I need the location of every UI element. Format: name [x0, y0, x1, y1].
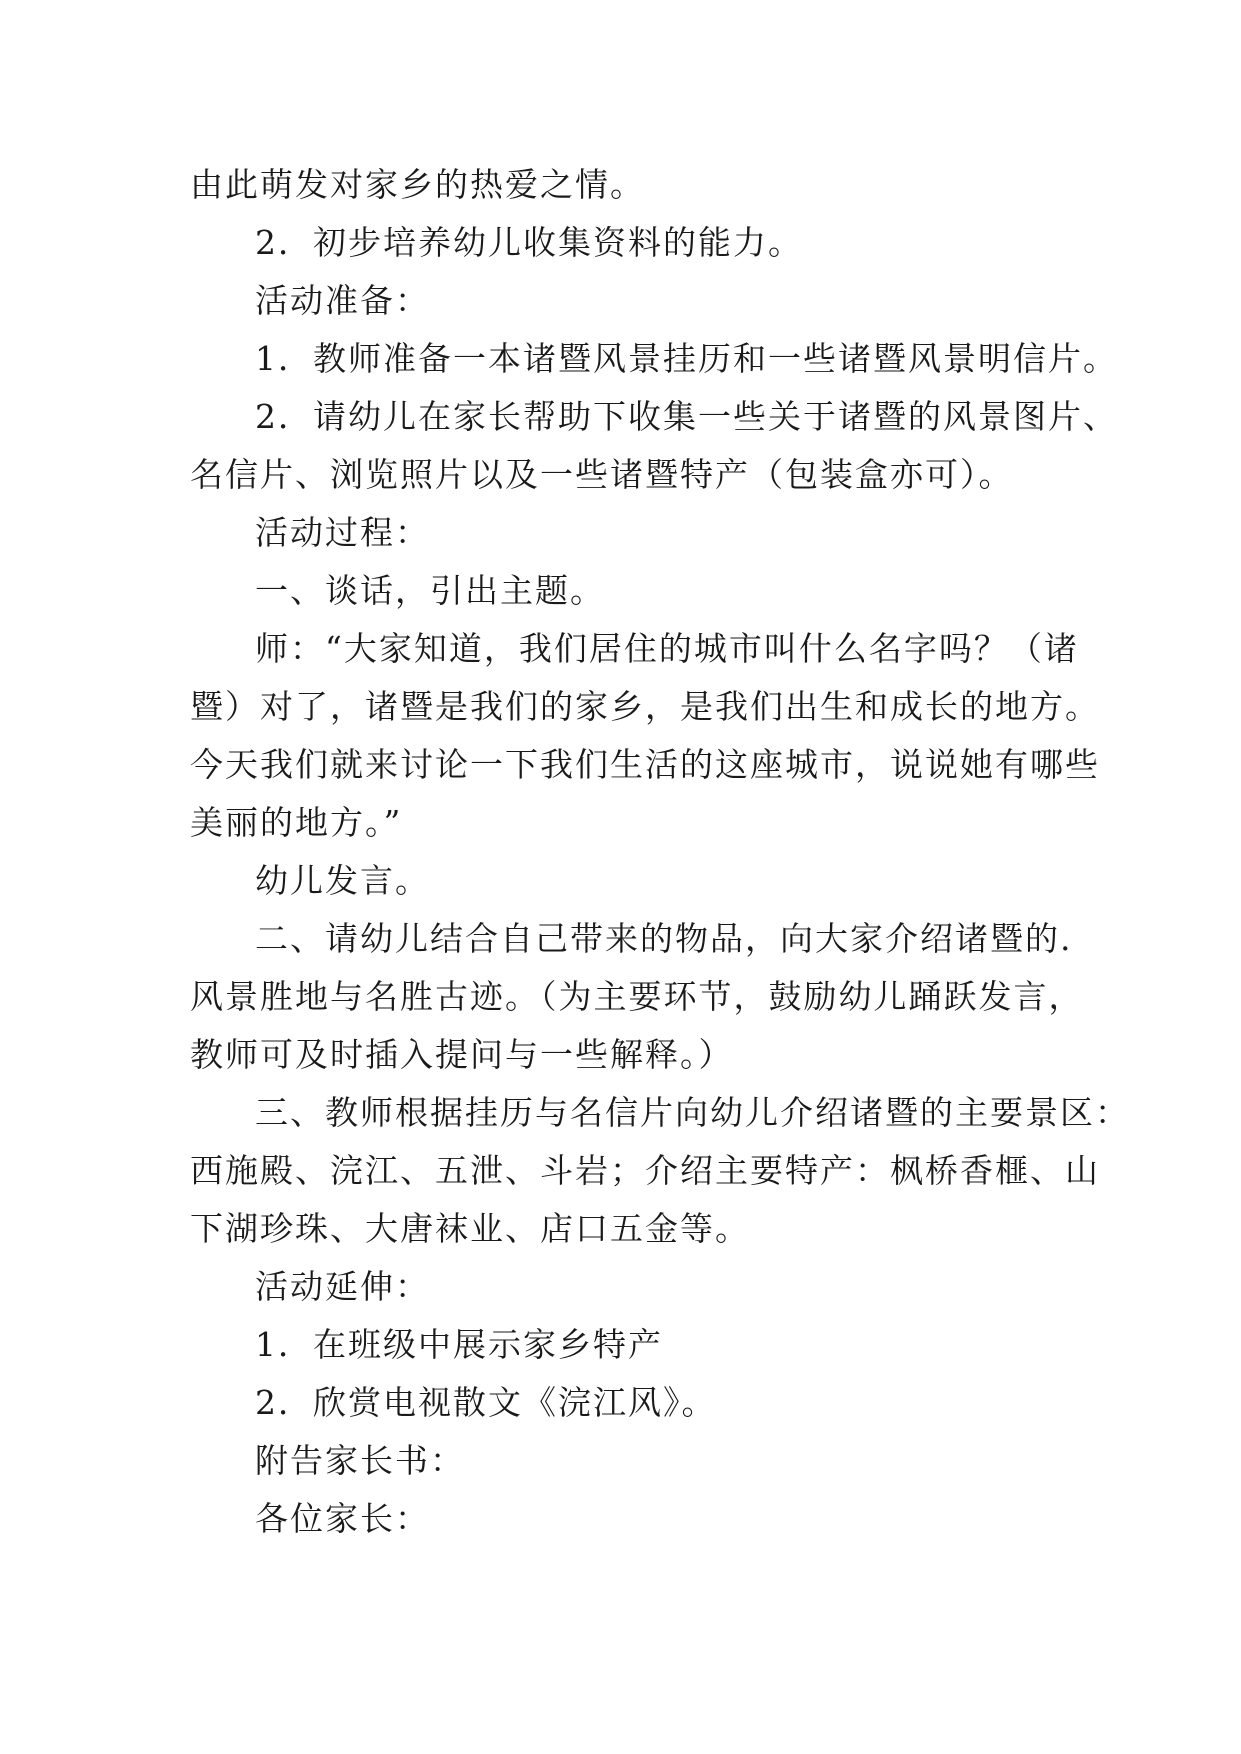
text-line: 2．初步培养幼儿收集资料的能力。	[255, 223, 803, 262]
text-line: 师：“大家知道，我们居住的城市叫什么名字吗？（诸	[255, 629, 1079, 668]
text-line: 1．在班级中展示家乡特产	[255, 1325, 663, 1364]
text-line: 今天我们就来讨论一下我们生活的这座城市，说说她有哪些	[190, 745, 1100, 784]
text-line: 由此萌发对家乡的热爱之情。	[190, 165, 645, 204]
section-heading: 活动延伸：	[255, 1267, 430, 1306]
text-line: 风景胜地与名胜古迹。（为主要环节，鼓励幼儿踊跃发言，	[190, 977, 1084, 1016]
text-line: 1．教师准备一本诸暨风景挂历和一些诸暨风景明信片。	[255, 339, 1118, 378]
text-line: 美丽的地方。”	[190, 803, 403, 842]
text-line: 幼儿发言。	[255, 861, 430, 900]
text-line: 三、教师根据挂历与名信片向幼儿介绍诸暨的主要景区：	[255, 1093, 1130, 1132]
text-line: 二、请幼儿结合自己带来的物品，向大家介绍诸暨的.	[255, 919, 1073, 958]
text-line: 各位家长：	[255, 1499, 430, 1538]
text-line: 西施殿、浣江、五泄、斗岩；介绍主要特产：枫桥香榧、山	[190, 1151, 1100, 1190]
section-heading: 附告家长书：	[255, 1441, 465, 1480]
text-line: 名信片、浏览照片以及一些诸暨特产（包装盒亦可）。	[190, 455, 1014, 494]
text-line: 下湖珍珠、大唐袜业、店口五金等。	[190, 1209, 750, 1248]
text-line: 教师可及时插入提问与一些解释。）	[190, 1035, 734, 1074]
section-heading: 活动过程：	[255, 513, 430, 552]
section-heading: 活动准备：	[255, 281, 430, 320]
text-line: 2．请幼儿在家长帮助下收集一些关于诸暨的风景图片、	[255, 397, 1118, 436]
text-line: 2．欣赏电视散文《浣江风》。	[255, 1383, 717, 1422]
text-line: 一、谈话，引出主题。	[255, 571, 605, 610]
text-line: 暨）对了，诸暨是我们的家乡，是我们出生和成长的地方。	[190, 687, 1100, 726]
